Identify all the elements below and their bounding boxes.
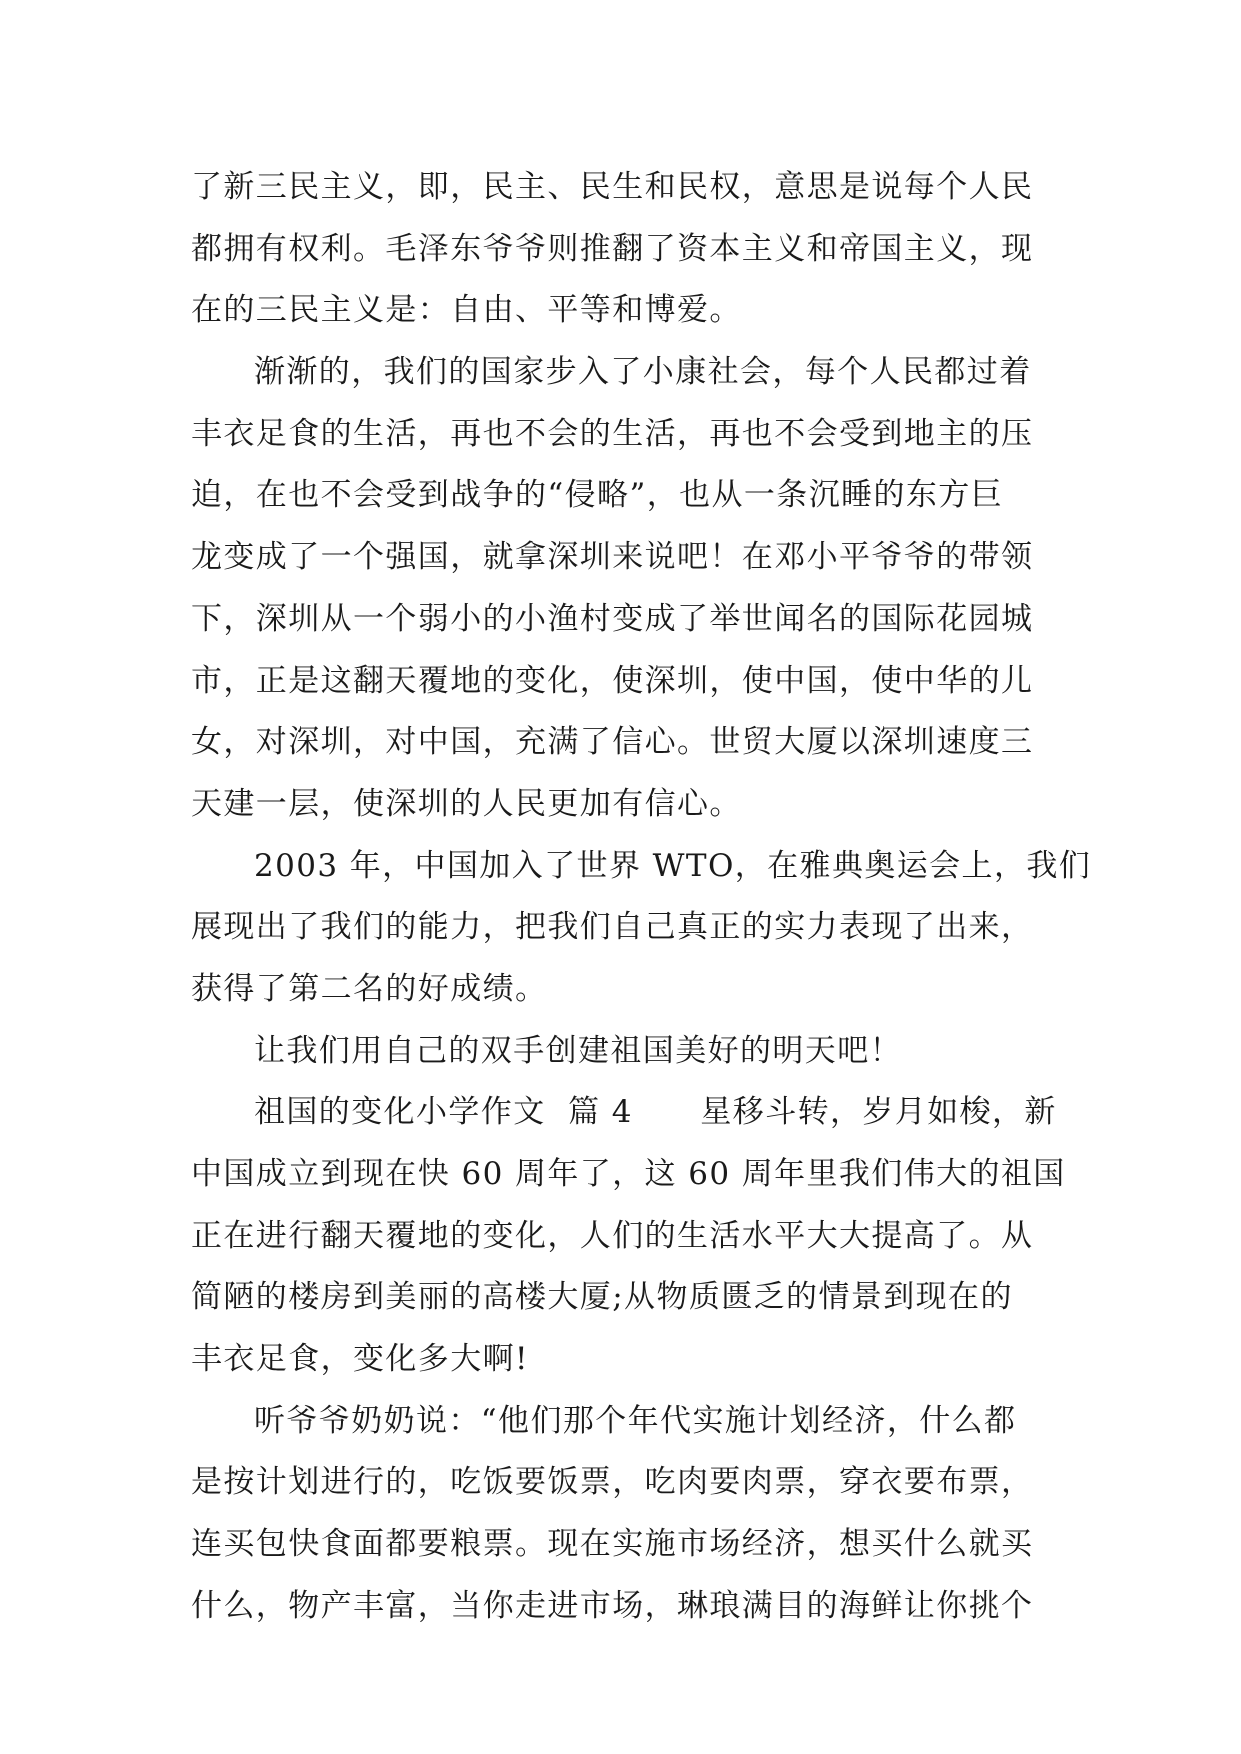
text-line: 女，对深圳，对中国，充满了信心。世贸大厦以深圳速度三 [191,724,1034,761]
text-line: 获得了第二名的好成绩。 [191,970,548,1007]
paragraph-first-line: 听爷爷奶奶说：“他们那个年代实施计划经济，什么都 [254,1402,1017,1439]
text-line: 下，深圳从一个弱小的小渔村变成了举世闻名的国际花园城 [191,600,1034,637]
text-line: 正在进行翻天覆地的变化，人们的生活水平大大提高了。从 [191,1217,1034,1254]
text-line: 展现出了我们的能力，把我们自己真正的实力表现了出来， [191,909,1034,946]
text-line: 中国成立到现在快 60 周年了，这 60 周年里我们伟大的祖国 [191,1156,1066,1192]
text-line: 简陋的楼房到美丽的高楼大厦;从物质匮乏的情景到现在的 [191,1279,1013,1316]
text-line: 龙变成了一个强国，就拿深圳来说吧！在邓小平爷爷的带领 [191,539,1034,576]
text-line: 在的三民主义是：自由、平等和博爱。 [191,292,742,329]
text-line: 丰衣足食的生活，再也不会的生活，再也不会受到地主的压 [191,415,1034,452]
text-line: 迫，在也不会受到战争的“侵略”，也从一条沉睡的东方巨 [191,477,1004,514]
text-line: 连买包快食面都要粮票。现在实施市场经济，想买什么就买 [191,1526,1034,1563]
paragraph-first-line: 2003 年，中国加入了世界 WTO，在雅典奥运会上，我们 [254,847,1092,884]
document-body [191,157,1092,1638]
text-line: 天建一层，使深圳的人民更加有信心。 [191,785,742,822]
text-line: 丰衣足食，变化多大啊! [191,1341,529,1378]
paragraph-first-line: 让我们用自己的双手创建祖国美好的明天吧！ [254,1032,902,1069]
text-line: 都拥有权利。毛泽东爷爷则推翻了资本主义和帝国主义，现 [191,230,1034,267]
paragraph-first-line: 渐渐的，我们的国家步入了小康社会，每个人民都过着 [254,354,1032,391]
section-heading-line: 祖国的变化小学作文 篇 4 星移斗转，岁月如梭，新 [254,1094,1057,1131]
text-line: 是按计划进行的，吃饭要饭票，吃肉要肉票，穿衣要布票， [191,1464,1034,1501]
text-line: 了新三民主义，即，民主、民生和民权，意思是说每个人民 [191,169,1034,205]
text-line: 市，正是这翻天覆地的变化，使深圳，使中国，使中华的儿 [191,662,1034,699]
text-line: 什么，物产丰富，当你走进市场，琳琅满目的海鲜让你挑个 [191,1587,1034,1624]
